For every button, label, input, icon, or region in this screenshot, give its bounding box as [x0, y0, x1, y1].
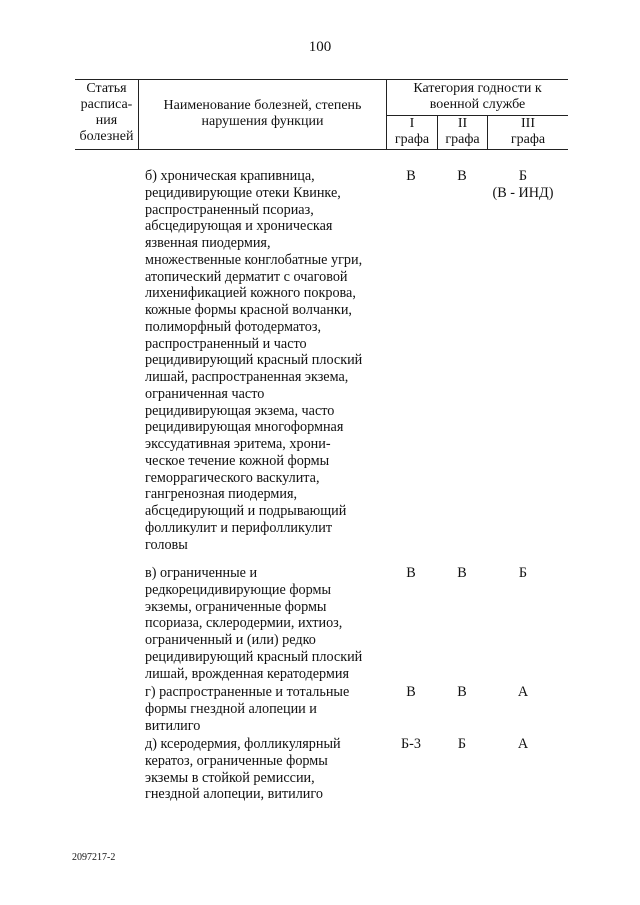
header-article-line: ния — [95, 113, 118, 128]
header-col-num: II — [457, 116, 468, 131]
grade-1-value: В — [406, 565, 416, 581]
header-disease-name — [139, 98, 386, 130]
header-top-border — [75, 79, 568, 80]
header-col-3 — [488, 116, 568, 148]
grade-1-value: В — [406, 168, 416, 184]
disease-description: г) распространенные и тотальные формы гнездной алопеции и витилиго — [145, 684, 350, 734]
header-col-label: графа — [510, 132, 546, 147]
disease-description: в) ограниченные и редкорецидивирующие формы экземы, ограниченные формы псориаза, склеродермии, ихтиоз, ограниченный и (или) редко рецидивирующий красный плоский лишай, врожденная кератодермия — [145, 565, 363, 682]
header-article-line: расписа- — [80, 97, 133, 112]
header-col-1 — [387, 116, 437, 148]
header-name-line: Наименование болезней, степень — [163, 98, 362, 113]
header-article-line: болезней — [79, 129, 134, 144]
disease-description: д) ксеродермия, фолликулярный кератоз, ограниченные формы экземы в стойкой ремиссии, гнездной алопеции, витилиго — [145, 736, 341, 803]
grade-2-value: В — [457, 684, 467, 700]
document-code: 2097217-2 — [72, 852, 116, 863]
header-name-line: нарушения функции — [201, 114, 324, 129]
header-col-num: I — [409, 116, 415, 131]
header-article — [75, 81, 138, 145]
grade-3-value: Б (В - ИНД) — [492, 168, 554, 201]
header-col-label: графа — [394, 132, 430, 147]
header-category-line: Категория годности к — [413, 81, 542, 96]
grade-2-value: Б — [457, 736, 467, 752]
header-article-line: Статья — [86, 81, 127, 96]
header-bottom-border — [75, 149, 568, 150]
grade-3-value: Б — [518, 565, 528, 581]
grade-3-value: А — [517, 736, 529, 752]
header-category — [387, 81, 568, 113]
grade-2-value: В — [457, 565, 467, 581]
grade-3-value: А — [517, 684, 529, 700]
page-number: 100 — [308, 39, 332, 55]
header-col-2 — [438, 116, 487, 148]
header-category-line: военной службе — [429, 97, 526, 112]
header-col-label: графа — [445, 132, 480, 147]
disease-description: б) хроническая крапивница, рецидивирующие отеки Квинке, распространенный псориаз, абсцедирующая и хроническая язвенная пиодермия, множественные конглобатные угри, атопический дерматит с очаговой лихенификацией кожного покрова, кожные формы красной волчанки, полиморфный фотодерматоз, распространенный и часто рецидивирующий красный плоский лишай, распространенная экзема, ограниченная часто рецидивирующая экзема, часто рецидивирующая многоформная экссудативная эритема, хрони- ческое течение кожной формы геморрагического васкулита, гангренозная пиодермия, абсцедирующий и подрывающий фолликулит и перифолликулит головы — [145, 168, 363, 553]
grade-1-value: Б-3 — [401, 736, 421, 752]
grade-1-value: В — [406, 684, 416, 700]
table-header — [75, 79, 568, 150]
grade-2-value: В — [457, 168, 467, 184]
header-col-num: III — [521, 116, 535, 131]
